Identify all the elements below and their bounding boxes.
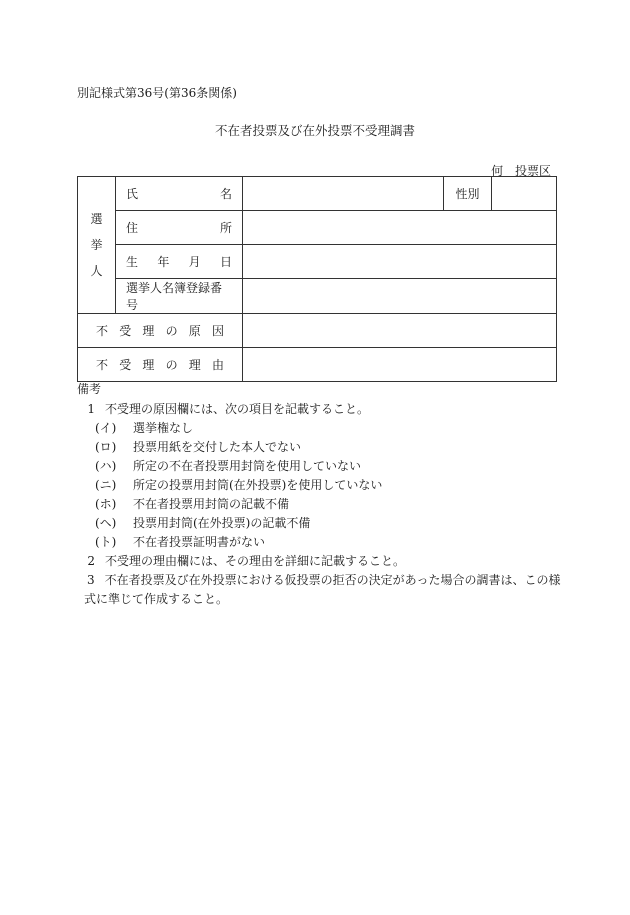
- note-item: [77, 571, 561, 590]
- cause-option-mark: (ホ): [95, 497, 117, 511]
- cause-option-text: 不在者投票用封筒の記載不備: [133, 497, 290, 511]
- note-text: 不受理の理由欄には、その理由を詳細に記載すること。: [105, 554, 406, 568]
- cause-option-mark: (ロ): [95, 440, 117, 454]
- cause-label-cell: [78, 314, 243, 348]
- cause-option: [77, 457, 557, 476]
- cause-option: [77, 476, 557, 495]
- gender-field[interactable]: [492, 177, 557, 211]
- cause-option-text: 投票用紙を交付した本人でない: [133, 440, 302, 454]
- elector-char: 選: [90, 212, 103, 226]
- name-field[interactable]: [243, 177, 444, 211]
- cause-label-char: 原: [188, 324, 201, 338]
- cause-label-char: 理: [142, 324, 155, 338]
- name-label-cell: [116, 177, 243, 211]
- reason-label-char: 受: [119, 358, 132, 372]
- table-row: [78, 279, 557, 314]
- address-label-char: 所: [219, 221, 232, 235]
- form-reference: 別記様式第36号(第36条関係): [77, 86, 237, 100]
- table-row: [78, 177, 557, 211]
- cause-option: [77, 419, 557, 438]
- registry-number-field[interactable]: [243, 279, 557, 314]
- cause-option-text: 所定の投票用封筒(在外投票)を使用していない: [133, 478, 383, 492]
- table-row: [78, 245, 557, 279]
- cause-option-mark: (ハ): [95, 459, 117, 473]
- cause-option-mark: (イ): [95, 421, 117, 435]
- non-acceptance-form-table: [77, 176, 557, 382]
- table-row: [78, 348, 557, 382]
- cause-option: [77, 533, 557, 552]
- cause-option: [77, 438, 557, 457]
- address-field[interactable]: [243, 211, 557, 245]
- birthdate-label-char: 生: [126, 255, 139, 269]
- reason-label-cell: [78, 348, 243, 382]
- note-number: 1: [87, 402, 95, 416]
- birthdate-field[interactable]: [243, 245, 557, 279]
- note-text: 不受理の原因欄には、次の項目を記載すること。: [105, 402, 370, 416]
- cause-option: [77, 514, 557, 533]
- cause-field[interactable]: [243, 314, 557, 348]
- cause-label-char: 因: [211, 324, 224, 338]
- notes-heading: 備考: [77, 382, 102, 396]
- elector-char: 人: [90, 264, 103, 278]
- cause-option-text: 投票用封筒(在外投票)の記載不備: [133, 516, 311, 530]
- cause-label-char: 不: [96, 324, 109, 338]
- note-text: 不在者投票及び在外投票における仮投票の拒否の決定があった場合の調書は、この様: [104, 573, 561, 587]
- birthdate-label-cell: [116, 245, 243, 279]
- registry-number-label: 選挙人名簿登録番号: [116, 279, 243, 314]
- table-row: [78, 314, 557, 348]
- cause-option-text: 不在者投票証明書がない: [133, 535, 266, 549]
- cause-label-char: 受: [119, 324, 132, 338]
- note-text: 式に準じて作成すること。: [84, 592, 229, 606]
- address-label-cell: [116, 211, 243, 245]
- cause-option-mark: (ヘ): [95, 516, 117, 530]
- note-number: 3: [87, 573, 95, 587]
- name-label-char: 名: [219, 187, 232, 201]
- cause-option-mark: (ト): [95, 535, 117, 549]
- reason-label-char: 理: [188, 358, 201, 372]
- note-continuation: [77, 590, 557, 609]
- address-label-char: 住: [126, 221, 139, 235]
- birthdate-label-char: 年: [157, 255, 170, 269]
- cause-option-mark: (ニ): [95, 478, 117, 492]
- note-item: [77, 552, 557, 571]
- elector-header-cell: [78, 177, 116, 314]
- name-label-char: 氏: [126, 187, 139, 201]
- elector-char: 挙: [90, 238, 103, 252]
- reason-label-char: 不: [96, 358, 109, 372]
- gender-label-cell: 性別: [444, 177, 492, 211]
- reason-field[interactable]: [243, 348, 557, 382]
- note-number: 2: [87, 554, 95, 568]
- cause-option: [77, 495, 557, 514]
- birthdate-label-char: 月: [188, 255, 201, 269]
- cause-option-text: 選挙権なし: [133, 421, 194, 435]
- notes-list: [77, 400, 561, 609]
- reason-label-char: の: [165, 358, 178, 372]
- reason-label-char: 理: [142, 358, 155, 372]
- cause-option-text: 所定の不在者投票用封筒を使用していない: [133, 459, 362, 473]
- voting-district-label: 何 投票区: [491, 164, 551, 178]
- reason-label-char: 由: [211, 358, 224, 372]
- note-item: [77, 400, 557, 419]
- document-title: 不在者投票及び在外投票不受理調書: [214, 123, 415, 138]
- cause-label-char: の: [165, 324, 178, 338]
- table-row: [78, 211, 557, 245]
- birthdate-label-char: 日: [219, 255, 232, 269]
